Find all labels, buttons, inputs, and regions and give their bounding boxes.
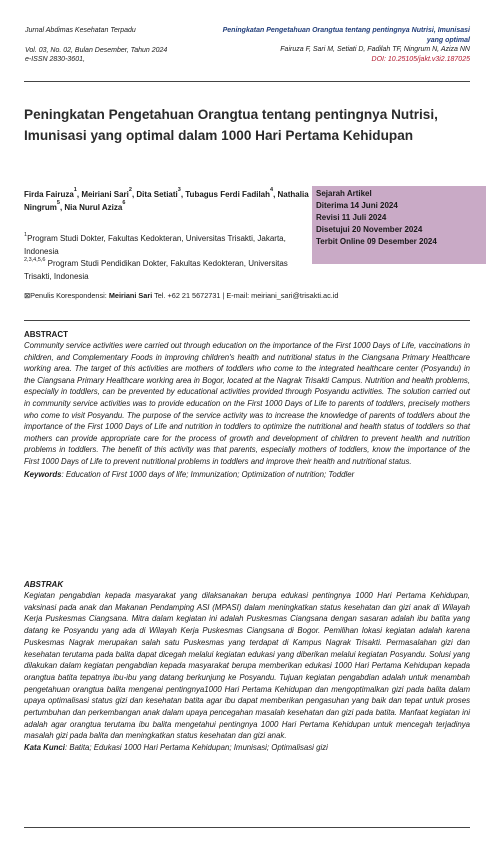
corresponding-author: Meiriani Sari — [108, 291, 153, 300]
affiliation: $^1$Program Studi Dokter, Fakultas Kedokteran, Universitas Trisakti, Jakarta, Indonesia — [24, 232, 286, 256]
abstract-body: Community service activities were carried out through education on the importance of the First 1000 Days of Life, vaccinations in children, and Complementary Foods in improving children's health and nutritional status in the Ciangsana Primary Healthcare working area. The target of this activities are mothers of toddlers who come to the integrated healthcare center (Posyandu) in the Ciangsana Primary Healthcare working area in Bogor, located at the Nagrak Trisakti Campus. Nutrition and health problems, especially in toddlers, can be prevented by educational activities provided through Posyandu activities. The solution carried out in community service activities was to provide education on the First 1000 Days of Life to parents of toddlers, precisely mothers who come to visit Posyandu. The purpose of the service activity was to increase the knowledge of parents of toddlers about the importance of the First 1000 Days of Life and nutrition in toddlers to optimize the nutritional and health status of toddlers so that mothers can provide appropriate care for the process of growth and development of children to prevent health and nutrition problems in toddlers. The benefit of this activity was that parents, especially mothers of toddlers, know the importance of the First 1000 Days of Life to prevent nutritional problems in toddlers and improve their health and nutritional status. — [24, 341, 470, 466]
history-received: Diterima 14 Juni 2024 — [316, 201, 398, 210]
history-heading: Sejarah Artikel — [316, 189, 372, 198]
journal-volume: Vol. 03, No. 02, Bulan Desember, Tahun 2024 — [25, 46, 168, 54]
author: Firda Fairuza$^1$, — [24, 187, 82, 199]
author: Dita Setiati$^3$, — [136, 187, 186, 199]
author: Tubagus Ferdi Fadilah$^4$, — [185, 187, 278, 199]
journal-header-left — [25, 26, 225, 65]
journal-header-right — [210, 26, 470, 64]
author: Meiriani Sari$^2$, — [81, 187, 137, 199]
abstract-section — [24, 330, 470, 480]
kata-kunci-text: : Batita; Edukasi 1000 Hari Pertama Kehidupan; Imunisasi; Optimalisasi gizi — [64, 743, 328, 753]
abstrak-heading: ABSTRAK — [24, 580, 64, 589]
running-title: Peningkatan Pengetahuan Orangtua tentang pentingnya Nutrisi, Imunisasi yang optimal — [222, 27, 470, 44]
correspondence-line: ⊠Penulis Korespondensi: Meiriani Sari Tel. +62 21 5672731 | E-mail: meiriani_sari@trisakti.ac.id — [24, 291, 339, 300]
journal-name: Jurnal Abdimas Kesehatan Terpadu — [25, 27, 136, 34]
doi-link[interactable]: DOI: 10.25105/jakt.v3i2.187025 — [371, 55, 470, 63]
kata-kunci-line — [24, 742, 470, 754]
abstract-heading: ABSTRACT — [24, 330, 68, 339]
running-authors: Fairuza F, Sari M, Setiati D, Fadilah TF, Ningrum N, Aziza NN — [280, 46, 470, 53]
affiliation: $^{2,3,4,5,6}$ Program Studi Pendidikan Dokter, Fakultas Kedokteran, Universitas Trisakti, Indonesia — [24, 257, 288, 281]
affiliations — [24, 233, 309, 283]
keywords-label: Keywords — [24, 469, 62, 479]
envelope-icon: ⊠ — [24, 291, 31, 300]
abstract-divider — [24, 320, 470, 321]
abstrak-body: Kegiatan pengabdian kepada masyarakat yang dilaksanakan berupa edukasi pentingnya 1000 Hari Pertama Kehidupan, vaksinasi pada anak dan Makanan Pendamping ASI (MPASI) dalam meningkatkan status kesehatan dan gizi anak di Wilayah Kerja Puskesmas Ciangsana. Mitra dalam kegiatan ini adalah Puskesmas Ciangsana dengan sasaran adalah ibu batita yang datang ke Posyandu yang ada di Wilayah Kerja Puskesmas Ciangsana di Bogor. Pemilihan lokasi kegiatan adalah karena Puskesmas Nagrak merupakan salah satu Puskesmas yang terdapat di Kampus Nagrak Trisakti. Permasalahan gizi dan kesehatan terutama pada balita dapat dicegah melalui kegiatan edukasi yang diberikan melalui kegiatan Posyandu. Solusi yang dilakukan dalam kegiatan pengabdian kepada masyarakat berupa memberikan edukasi 1000 Hari Pertama Kehidupan kepada orangtua batita tepatnya ibu-ibu yang datang berkunjung ke Posyandu. Tujuan kegiatan pengabdian adalah untuk menambah pengetahuan orangtua balita mengenai pentingnya1000 Hari Pertama Kehidupan dan mengoptimalkan gizi pada balita dalam upaya optimalisasi status gizi dan kesehatan batita agar ibu dapat memberikan pengasuhan yang baik dan tepat untuk proses pertumbuhan dan perkembangan anak dalam upaya pencegahan masalah kesehatan dan gizi pada batita. Manfaat kegiatan ini adalah agar orangtua terutama ibu balita mengetahui pentingnya 1000 Hari Pertama Kehidupan untuk mencegah terjadinya masalah gizi pada balita dan meningkatkan status kesehatan dan gizi anak. — [24, 591, 470, 741]
header-divider — [24, 81, 470, 82]
history-accepted: Disetujui 20 November 2024 — [316, 225, 423, 234]
keywords-text: : Education of First 1000 days of life; Immunization; Optimization of nutrition; Toddler — [61, 469, 355, 479]
article-history-box — [312, 186, 486, 264]
author: Nathalia Ningrum$^5$, — [24, 190, 309, 212]
article-title: Peningkatan Pengetahuan Orangtua tentang pentingnya Nutrisi, Imunisasi yang optimal dalam 1000 Hari Pertama Kehidupan — [24, 107, 438, 143]
history-revised: Revisi 11 Juli 2024 — [316, 213, 387, 222]
footer-divider — [24, 827, 470, 828]
kata-kunci-label: Kata Kunci — [24, 743, 65, 753]
contact-details: Tel. +62 21 5672731 | E-mail: meiriani_sari@trisakti.ac.id — [152, 291, 339, 300]
history-published: Terbit Online 09 Desember 2024 — [316, 237, 437, 246]
author-list — [24, 188, 309, 214]
author: Nia Nurul Aziza$^6$ — [64, 200, 126, 212]
keywords-line — [24, 469, 470, 481]
abstrak-section — [24, 580, 470, 754]
journal-issn: e-ISSN 2830-3601, — [25, 56, 85, 63]
